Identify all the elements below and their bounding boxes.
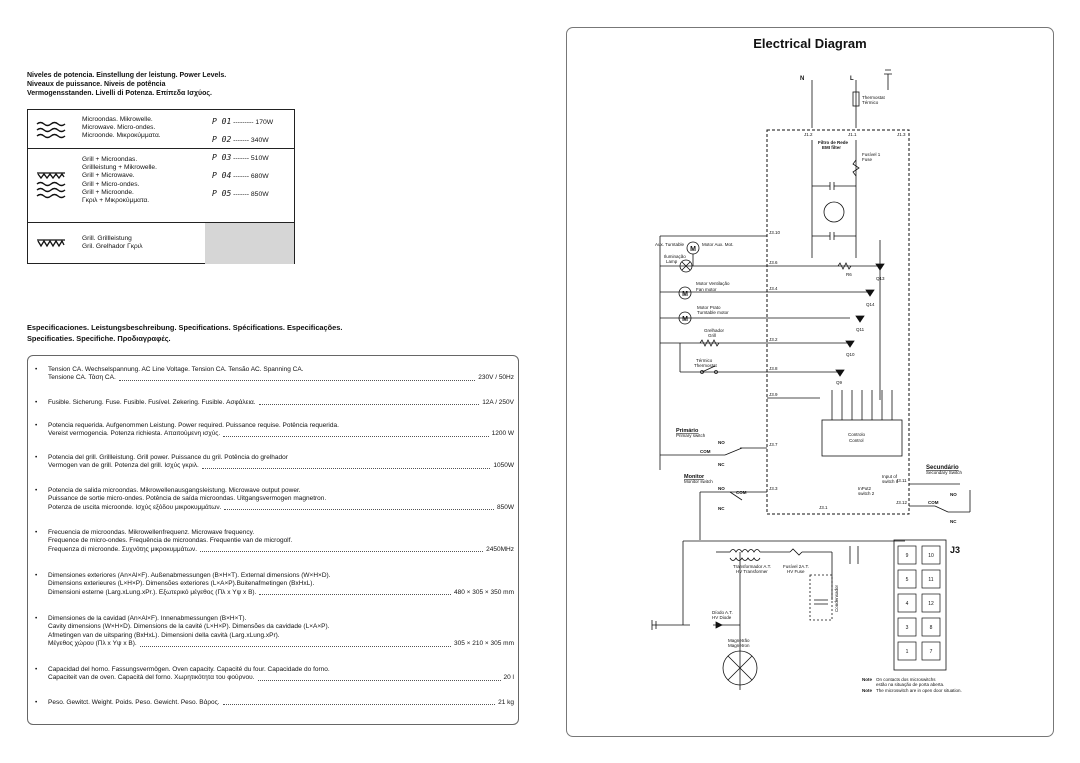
spec-value: 21 kg xyxy=(498,699,514,706)
transformer-label: HV Transformer xyxy=(736,569,768,574)
grill-label: Grill xyxy=(708,333,716,338)
connector-pin: 3 xyxy=(905,625,909,631)
power-row-text: Grill + Micro-ondes. xyxy=(82,180,140,188)
specs-heading-line: Specificaties. Specifiche. Προδιαγραφές. xyxy=(27,334,171,343)
power-row-text: Grill + Microonde. xyxy=(82,188,134,196)
turntable-motor-label: Turntable motor xyxy=(697,310,729,315)
connector-pin: 9 xyxy=(905,553,909,559)
specs-heading xyxy=(27,322,342,344)
power-level-item: P 04 ------- 680W xyxy=(212,171,269,180)
spec-text: Capacidad del horno. Fassungsvermögen. Oven capacity. Capacité du four. Capacidade do forno. xyxy=(48,666,330,673)
magnetron-label: Magnetron xyxy=(728,643,750,648)
capacitor-label: Condensador xyxy=(834,584,839,612)
spec-text: Capaciteit van de oven. Capacità del forno. Χωρητικότητα του φούρνου. xyxy=(48,674,255,682)
grill-icon xyxy=(36,238,66,248)
spec-item: • Peso. Gewitct. Weight. Poids. Peso. Gewicht. Peso. Βάρος. 21 kg xyxy=(35,699,514,706)
secondary-switch-label: Secondary Switch xyxy=(926,470,963,475)
j3-1-label: J3.1 xyxy=(819,505,828,510)
motor-letter: M xyxy=(690,246,696,253)
specs-heading-line: Especificaciones. Leistungsbeschreibung. Specifications. Spécifications. Especificações. xyxy=(27,323,343,332)
spec-text: Potencia de salida microondas. Mikrowellenausgangsleistung. Microwave output power. xyxy=(48,487,301,494)
j3-3-label: J3.3 xyxy=(769,486,778,491)
spec-item: • Frecuencia de microondas. Mikrowellenfrequenz. Microwave frequency. Frequence de micro-ondes. Frequência de microondas. Frequentie van de microgolf. Frequenza di microonde. Συχνότης μικροκυμμάτων. 2450MHz xyxy=(35,529,514,553)
primary-com-label: COM xyxy=(700,449,711,454)
note-text: estão na situação de porta aberta. xyxy=(876,682,945,687)
hv-diode-label: HV Diode xyxy=(712,615,732,620)
power-levels-heading-line: Niveles de potencia. Einstellung der leistung. Power Levels. xyxy=(27,72,227,79)
spec-text: Dimensiones de la cavidad (An×Al×F). Innenabmessungen (B×H×T). xyxy=(48,615,247,622)
j3-9-label: J3.9 xyxy=(769,392,778,397)
spec-text: Frequence de micro-ondes. Frequência de microondas. Frequentie van de microgolf. xyxy=(48,537,293,545)
hv-diode-label: Díodo A.T. xyxy=(712,610,733,615)
monitor-no-label: NO xyxy=(718,486,725,491)
spec-text: Vermogen van de grill. Potenza del grill. Ισχύς γκριλ. xyxy=(48,462,199,470)
spec-text: Potencia del grill. Grillleistung. Grill power. Puissance du gril. Potência do grelhador xyxy=(48,454,288,461)
r6-label: R6 xyxy=(846,272,852,277)
live-label: L xyxy=(850,76,854,82)
spec-item: • Potencia requerida. Aufgenommen Leistung. Power required. Puissance requise. Potência requerida. Vereist vermogencia. Potenza richiesta. Απαιτούμενη ισχύς. 1200 W xyxy=(35,422,514,438)
hv-fuse-label: HV Fuse xyxy=(787,569,805,574)
monitor-switch-label: Monitor switch xyxy=(684,479,713,484)
j3-12-label: J3.12 xyxy=(896,500,908,505)
grill-microwave-icon xyxy=(36,171,66,199)
q11-label: Q11 xyxy=(856,327,865,332)
spec-item: • Dimensiones exteriores (An×Al×F). Außenabmessungen (B×H×T). External dimensions (W×H×D). Dimensions exterieures (L×H×P). Dimensões exteriores (L×A×P).Buitenafmetingen (BxHxL). Dimensioni esterne (Larg.xLung.xPr.). Εξωτερικό μέγεθος (Πλ x Υψ x Β). 480 × 305 × 350 mm xyxy=(35,572,514,596)
spec-item: • Potencia del grill. Grillleistung. Grill power. Puissance du gril. Potência do grelhador Vermogen van de grill. Potenza del grill. Ισχύς γκριλ. 1050W xyxy=(35,454,514,470)
note-label: Note xyxy=(862,677,872,682)
power-row-text: Grill. Grillleistung xyxy=(82,235,132,242)
power-levels-list xyxy=(212,113,273,203)
motor-letter: M xyxy=(682,316,688,323)
motor-letter: M xyxy=(682,291,688,298)
input-switch2-label: switch 2 xyxy=(858,491,875,496)
spec-text: Tensione CA. Τάση CA. xyxy=(48,374,116,382)
input-switch1-label: switch 1 xyxy=(882,479,899,484)
control-label: Control xyxy=(849,438,864,443)
monitor-com-label: COM xyxy=(736,490,747,495)
secondary-nc-label: NC xyxy=(950,519,957,524)
power-row-text: Microonde. Μικροκύμματα. xyxy=(82,132,161,140)
primary-switch-label: Primário xyxy=(676,428,699,434)
power-levels-heading-line: Niveaux de puissance. Niveis de potência xyxy=(27,81,166,88)
spec-value: 20 l xyxy=(503,674,514,682)
q14-label: Q14 xyxy=(866,302,875,307)
j3-4-label: J3.4 xyxy=(769,286,778,291)
power-levels-table xyxy=(27,109,295,264)
power-level-item: P 01 --------- 170W xyxy=(212,117,274,126)
power-row-text: Grill + Microondas. xyxy=(82,156,138,163)
j1-3-label: J1.3 xyxy=(897,132,906,137)
power-row-text: Gril. Grelhador Γκριλ xyxy=(82,243,143,251)
neutral-label: N xyxy=(800,76,805,82)
power-levels-heading-line: Vermogensstanden. Livelli di Potenza. Επίπεδα Ισχύος. xyxy=(27,90,212,97)
j3-8-label: J3.8 xyxy=(769,366,778,371)
empty-gray-cell xyxy=(205,223,294,264)
secondary-switch-label: Secundário xyxy=(926,465,959,471)
thermostat-label: Thermostat xyxy=(862,95,885,100)
j3-7-label: J3.7 xyxy=(769,442,778,447)
spec-text: Μέγεθος χώρου (Πλ x Υψ x Β). xyxy=(48,640,137,648)
power-level-item: P 05 ------- 850W xyxy=(212,189,269,198)
thermostat-oven-label: Thermostat xyxy=(694,363,717,368)
spec-text: Afmetingen van de uitsparing (BxHxL). Dimensioni della cavità (Larg.xLung.xPr). xyxy=(48,631,280,639)
spec-text: Cavity dimensions (W×H×D). Dimensions de la cavité (L×H×P). Dimensões da cavidade (L×A×P). xyxy=(48,623,330,631)
connector-pin: 10 xyxy=(928,553,934,559)
connector-pin: 5 xyxy=(905,577,909,583)
spec-text: Frequenza di microonde. Συχνότης μικροκυμμάτων. xyxy=(48,545,197,553)
spec-text: Peso. Gewitct. Weight. Poids. Peso. Gewicht. Peso. Βάρος. xyxy=(48,699,220,706)
primary-no-label: NO xyxy=(718,440,725,445)
spec-text: Tension CA. Wechselspannung. AC Line Voltage. Tension CA. Tensão AC. Spanning CA. xyxy=(48,366,304,373)
j3-2-label: J3.2 xyxy=(769,337,778,342)
secondary-com-label: COM xyxy=(928,500,939,505)
primary-switch-label: Primary switch xyxy=(676,433,706,438)
thermostat-oven-label: Térmico xyxy=(696,358,713,363)
j3-10-label: J3.10 xyxy=(769,230,781,235)
magnetron-label: Magnetrão xyxy=(728,638,750,643)
spec-value: 1200 W xyxy=(491,430,514,438)
power-row-text: Grill + Microwave. xyxy=(82,172,135,180)
connector-pin: 4 xyxy=(905,601,909,607)
power-row-text: Microondas. Mikrowelle. xyxy=(82,116,153,123)
turntable-motor-label: Motor Prato xyxy=(697,305,721,310)
power-level-item: P 02 ------- 340W xyxy=(212,135,269,144)
spec-item: • Fusible. Sicherung. Fuse. Fusible. Fusível. Zekering. Fusible. Ασφάλεια. 12A / 250V xyxy=(35,399,514,406)
j3-11-label: J3.11 xyxy=(896,478,907,483)
connector-pin: 8 xyxy=(929,625,933,631)
input-switch1-label: Input of xyxy=(882,474,898,479)
input-switch2-label: InPut2 xyxy=(858,486,872,491)
specifications-box xyxy=(27,355,519,725)
emi-filter-label: EMI filter xyxy=(822,145,842,150)
aux-turntable-label: Aux. Turntable xyxy=(655,242,685,247)
spec-item: • Dimensiones de la cavidad (An×Al×F). Innenabmessungen (B×H×T). Cavity dimensions (W×H×D). Dimensions de la cavité (L×H×P). Dimensões da cavidade (L×A×P). Afmetingen van de uitsparing (BxHxL). Dimensioni della cavità (Larg.xLung.xPr). Μέγεθος χώρου (Πλ x Υψ x Β). 305 × 210 × 305 mm xyxy=(35,615,514,648)
connector-pin: 11 xyxy=(928,577,934,583)
monitor-nc-label: NC xyxy=(718,506,725,511)
lamp-label: Iluminação xyxy=(664,254,686,259)
connector-pin: 12 xyxy=(928,601,934,607)
spec-text: Potenza de uscita microonde. Ισχύς εξόδου μικροκυμμάτων. xyxy=(48,503,222,511)
thermostat-label: Térmico xyxy=(862,100,879,105)
fan-motor-label: Motor Ventilação xyxy=(696,281,730,286)
microwave-waves-icon xyxy=(36,120,66,140)
fuse-label: Fusível 1 xyxy=(862,152,881,157)
note-text: The microswitch are in open door situation. xyxy=(876,688,962,693)
spec-value: 850W xyxy=(497,503,514,511)
spec-text: Dimensioni esterne (Larg.xLung.xPr.). Εξωτερικό μέγεθος (Πλ x Υψ x Β). xyxy=(48,588,257,596)
monitor-switch-label: Monitor xyxy=(684,474,705,480)
control-label: Controlo xyxy=(848,432,866,437)
transformer-label: Transformador A.T. xyxy=(733,564,772,569)
j3-connector-label: J3 xyxy=(950,545,961,555)
spec-item: • Potencia de salida microondas. Mikrowellenausgangsleistung. Microwave output power. Puissance de sortie micro-ondes. Potência de saída microondas. Uitgangsvermogen magnetron. Potenza de uscita microonde. Ισχύς εξόδου μικροκυμμάτων. 850W xyxy=(35,487,514,511)
spec-value: 1050W xyxy=(493,462,514,470)
power-row-text: Grillleistung + Mikrowelle. xyxy=(82,164,157,172)
hv-fuse-label: Fusível 2A.T. xyxy=(783,564,810,569)
spec-text: Dimensions exterieures (L×H×P). Dimensões exteriores (L×A×P).Buitenafmetingen (BxHxL). xyxy=(48,580,315,588)
q10-label: Q10 xyxy=(846,352,855,357)
secondary-no-label: NO xyxy=(950,492,957,497)
electrical-diagram-panel xyxy=(566,27,1054,737)
j1-2-label: J1.2 xyxy=(804,132,813,137)
spec-text: Potencia requerida. Aufgenommen Leistung. Power required. Puissance requise. Potência requerida. xyxy=(48,422,339,429)
power-row-text: Microwave. Micro-ondes. xyxy=(82,124,156,132)
spec-item: • Tension CA. Wechselspannung. AC Line Voltage. Tension CA. Tensão AC. Spanning CA. Tensione CA. Τάση CA. 230V / 50Hz xyxy=(35,366,514,382)
spec-value: 480 × 305 × 350 mm xyxy=(454,588,514,596)
fan-motor-label: Fan motor xyxy=(696,287,717,292)
spec-text: Fusible. Sicherung. Fuse. Fusible. Fusível. Zekering. Fusible. Ασφάλεια. xyxy=(48,399,256,406)
spec-item: • Capacidad del horno. Fassungsvermögen. Oven capacity. Capacité du four. Capacidade do forno. Capaciteit van de oven. Capacità del forno. Χωρητικότητα του φούρνου. 20 l xyxy=(35,666,514,682)
power-level-item: P 03 ------- 510W xyxy=(212,153,269,162)
lamp-label: Lamp xyxy=(666,259,678,264)
fuse-label: Fuse xyxy=(862,157,873,162)
q13-label: Q13 xyxy=(876,276,885,281)
power-levels-heading xyxy=(27,71,226,98)
spec-value: 12A / 250V xyxy=(482,399,514,406)
spec-value: 230V / 50Hz xyxy=(478,374,514,382)
spec-text: Puissance de sortie micro-ondes. Potência de saída microondas. Uitgangsvermogen magnetron. xyxy=(48,495,327,503)
spec-value: 2450MHz xyxy=(486,545,514,553)
diagram-title: Electrical Diagram xyxy=(753,36,867,51)
motor-aux-label: Motor Aux. Mot. xyxy=(702,242,734,247)
grill-label: Grelhador xyxy=(704,328,725,333)
primary-nc-label: NC xyxy=(718,462,725,467)
note-label: Note xyxy=(862,688,872,693)
spec-text: Frecuencia de microondas. Mikrowellenfrequenz. Microwave frequency. xyxy=(48,529,255,536)
spec-text: Vereist vermogencia. Potenza richiesta. Απαιτούμενη ισχύς. xyxy=(48,430,221,438)
j3-6-label: J3.6 xyxy=(769,260,778,265)
connector-pin: 7 xyxy=(929,649,933,655)
q9-label: Q9 xyxy=(836,380,843,385)
power-row-text: Γκριλ + Μικροκύμματα. xyxy=(82,197,150,205)
spec-text: Dimensiones exteriores (An×Al×F). Außenabmessungen (B×H×T). External dimensions (W×H×D). xyxy=(48,572,331,579)
spec-value: 305 × 210 × 305 mm xyxy=(454,640,514,648)
j1-1-label: J1.1 xyxy=(848,132,857,137)
emi-filter-label: Filtro de Rede xyxy=(818,140,849,145)
connector-pin: 1 xyxy=(905,649,909,655)
note-text: On contacts dos microswitchs xyxy=(876,677,936,682)
